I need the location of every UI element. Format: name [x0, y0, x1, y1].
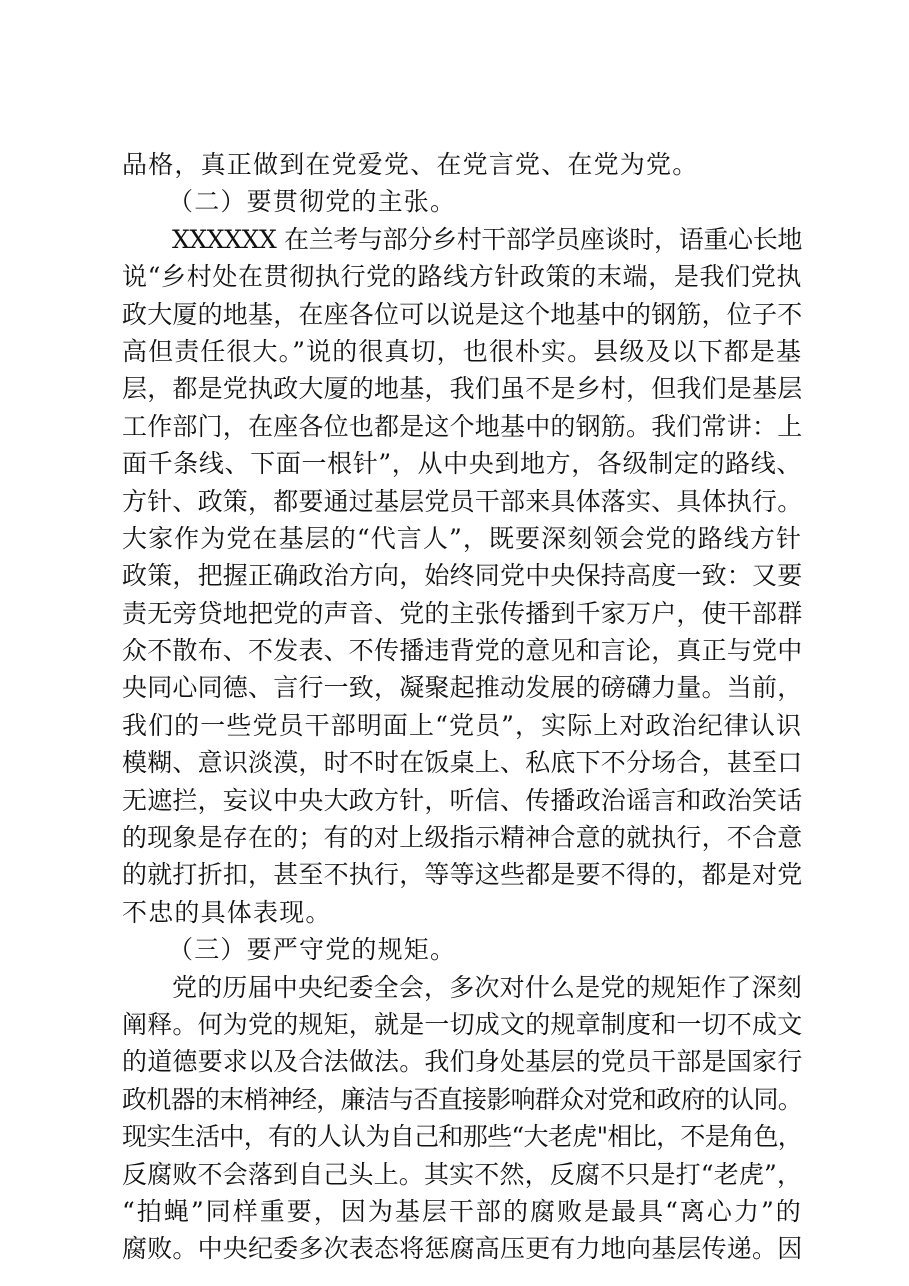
- text-line: 政机器的末梢神经，廉洁与否直接影响群众对党和政府的认同。: [122, 1084, 802, 1114]
- section-3-paragraph: [122, 969, 802, 1268]
- text-line: 工作部门，在座各位也都是这个地基中的钢筋。我们常讲：上: [122, 411, 803, 441]
- text-line: 责无旁贷地把党的声音、党的主张传播到千家万户，使干部群: [122, 598, 803, 628]
- text-line: 党的历届中央纪委全会，多次对什么是党的规矩作了深刻: [172, 972, 803, 1002]
- text-line: 方针、政策，都要通过基层党员干部来具体落实、具体执行。: [122, 486, 803, 516]
- text-line: 的道德要求以及合法做法。我们身处基层的党员干部是国家行: [122, 1047, 803, 1077]
- section-heading-3: （三）要严守党的规矩。: [168, 935, 457, 965]
- text-line: 央同心同德、言行一致，凝聚起推动发展的磅礴力量。当前，: [122, 673, 803, 703]
- text-line: 不忠的具体表现。: [122, 897, 332, 927]
- intro-paragraph: [122, 146, 802, 183]
- text-line: 的就打折扣，甚至不执行，等等这些都是要不得的，都是对党: [122, 860, 803, 890]
- text-line: 众不散布、不发表、不传播违背党的意见和言论，真正与党中: [122, 636, 803, 666]
- text-line: 说“乡村处在贯彻执行党的路线方针政策的末端，是我们党执: [122, 262, 802, 292]
- text-line: 大家作为党在基层的“代言人”，既要深刻领会党的路线方针: [122, 523, 802, 553]
- section-2-paragraph: [122, 221, 802, 931]
- text-line: 层，都是党执政大厦的地基，我们虽不是乡村，但我们是基层: [122, 374, 803, 404]
- document-body: [122, 146, 802, 1268]
- text-line: 的现象是存在的；有的对上级指示精神合意的就执行，不合意: [122, 823, 803, 853]
- text-line: 我们的一些党员干部明面上“党员”，实际上对政治纪律认识: [122, 710, 802, 740]
- text-line: 高但责任很大。”说的很真切，也很朴实。县级及以下都是基: [122, 336, 802, 366]
- text-line: 政策，把握正确政治方向，始终同党中央保持高度一致：又要: [122, 561, 803, 591]
- text-line: 腐败。中央纪委多次表态将惩腐高压更有力地向基层传递。因: [122, 1234, 803, 1264]
- text-line: “拍蝇”同样重要，因为基层干部的腐败是最具“离心力”的: [122, 1196, 802, 1226]
- text-line: 品格，真正做到在党爱党、在党言党、在党为党。: [122, 150, 699, 179]
- text-line: 阐释。何为党的规矩，就是一切成文的规章制度和一切不成文: [122, 1009, 803, 1039]
- section-heading-2: （二）要贯彻党的主张。: [168, 187, 457, 217]
- text-line: 面千条线、下面一根针”，从中央到地方，各级制定的路线、: [122, 449, 802, 479]
- text-line: 反腐败不会落到自己头上。其实不然，反腐不只是打“老虎”，: [122, 1159, 802, 1189]
- text-line: 现实生活中，有的人认为自己和那些“大老虎"相比，不是角色，: [122, 1122, 802, 1152]
- text-line: 模糊、意识淡漠，时不时在饭桌上、私底下不分场合，甚至口: [122, 748, 803, 778]
- text-line: XXXXXX 在兰考与部分乡村干部学员座谈时，语重心长地: [172, 224, 802, 254]
- text-line: 政大厦的地基，在座各位可以说是这个地基中的钢筋，位子不: [122, 299, 803, 329]
- text-line: 无遮拦，妄议中央大政方针，听信、传播政治谣言和政治笑话: [122, 785, 803, 815]
